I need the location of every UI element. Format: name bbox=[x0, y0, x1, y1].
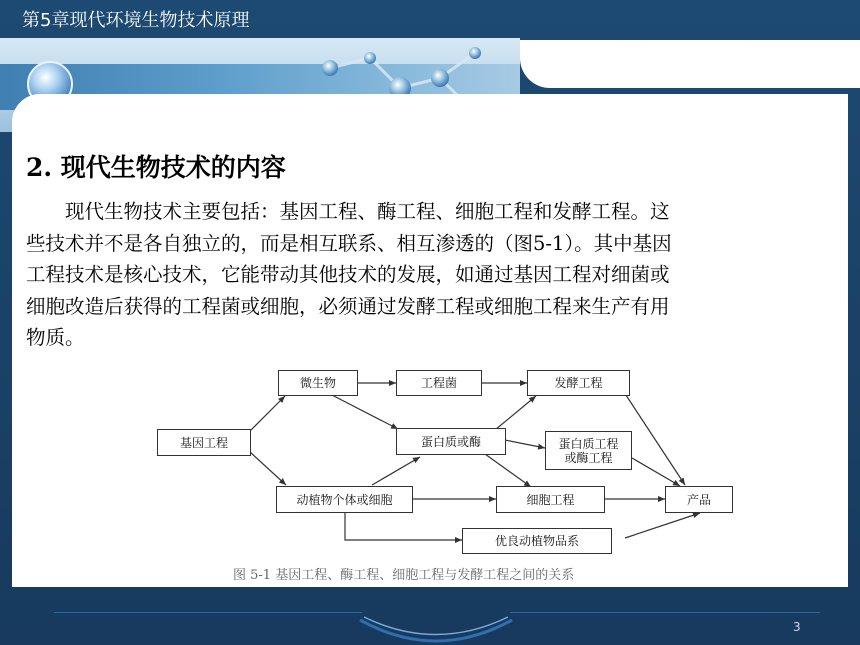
node-protein-engineering-line1: 蛋白质工程 bbox=[558, 436, 619, 451]
paragraph-line: 现代生物技术主要包括：基因工程、酶工程、细胞工程和发酵工程。这 bbox=[65, 200, 670, 223]
section-heading: 2. 现代生物技术的内容 bbox=[26, 153, 286, 182]
node-protein-engineering-line2: 或酶工程 bbox=[564, 450, 613, 465]
arrow-animal-plant-to-protein bbox=[372, 457, 420, 485]
arrow-microbe-to-protein bbox=[330, 394, 398, 429]
page-number: 3 bbox=[793, 620, 801, 634]
arrow-enzyme-engineering-to-product bbox=[632, 458, 680, 486]
node-fermentation-engineering: 发酵工程 bbox=[527, 370, 630, 396]
figure-caption: 图 5-1 基因工程、酶工程、细胞工程与发酵工程之间的关系 bbox=[233, 568, 575, 583]
node-engineered-bacteria: 工程菌 bbox=[396, 370, 482, 396]
arrow-gene-to-microbe bbox=[250, 396, 285, 431]
node-product: 产品 bbox=[665, 486, 733, 513]
footer-divider-right bbox=[510, 612, 820, 613]
paragraph-line: 工程技术是核心技术，它能带动其他技术的发展，如通过基因工程对细菌或 bbox=[26, 263, 670, 286]
node-protein-or-enzyme-engineering bbox=[545, 431, 632, 470]
arrow-protein-to-cell bbox=[485, 454, 531, 487]
arrow-protein-to-fermentation bbox=[495, 396, 536, 430]
arrow-elite-to-product bbox=[625, 513, 700, 538]
node-cell-engineering: 细胞工程 bbox=[496, 486, 605, 513]
node-elite-animal-plant-strain: 优良动植物品系 bbox=[462, 528, 612, 554]
paragraph-line: 些技术并不是各自独立的，而是相互联系、相互渗透的（图5-1）。其中基因 bbox=[26, 231, 672, 255]
node-protein-or-enzyme: 蛋白质或酶 bbox=[396, 428, 506, 455]
arrow-gene-to-animal-plant bbox=[250, 452, 286, 485]
footer-divider-left bbox=[54, 612, 362, 613]
node-microorganism: 微生物 bbox=[278, 370, 358, 396]
node-animal-plant-individual-or-cell: 动植物个体或细胞 bbox=[276, 486, 413, 513]
node-genetic-engineering: 基因工程 bbox=[157, 429, 251, 456]
paragraph-line: 细胞改造后获得的工程菌或细胞，必须通过发酵工程或细胞工程来生产有用 bbox=[26, 294, 670, 318]
chapter-title: 第5章现代环境生物技术原理 bbox=[22, 10, 250, 31]
arrow-animal-plant-to-elite bbox=[345, 513, 462, 540]
paragraph-line: 物质。 bbox=[26, 326, 85, 349]
arrow-protein-to-enzyme-engineering bbox=[505, 440, 545, 448]
